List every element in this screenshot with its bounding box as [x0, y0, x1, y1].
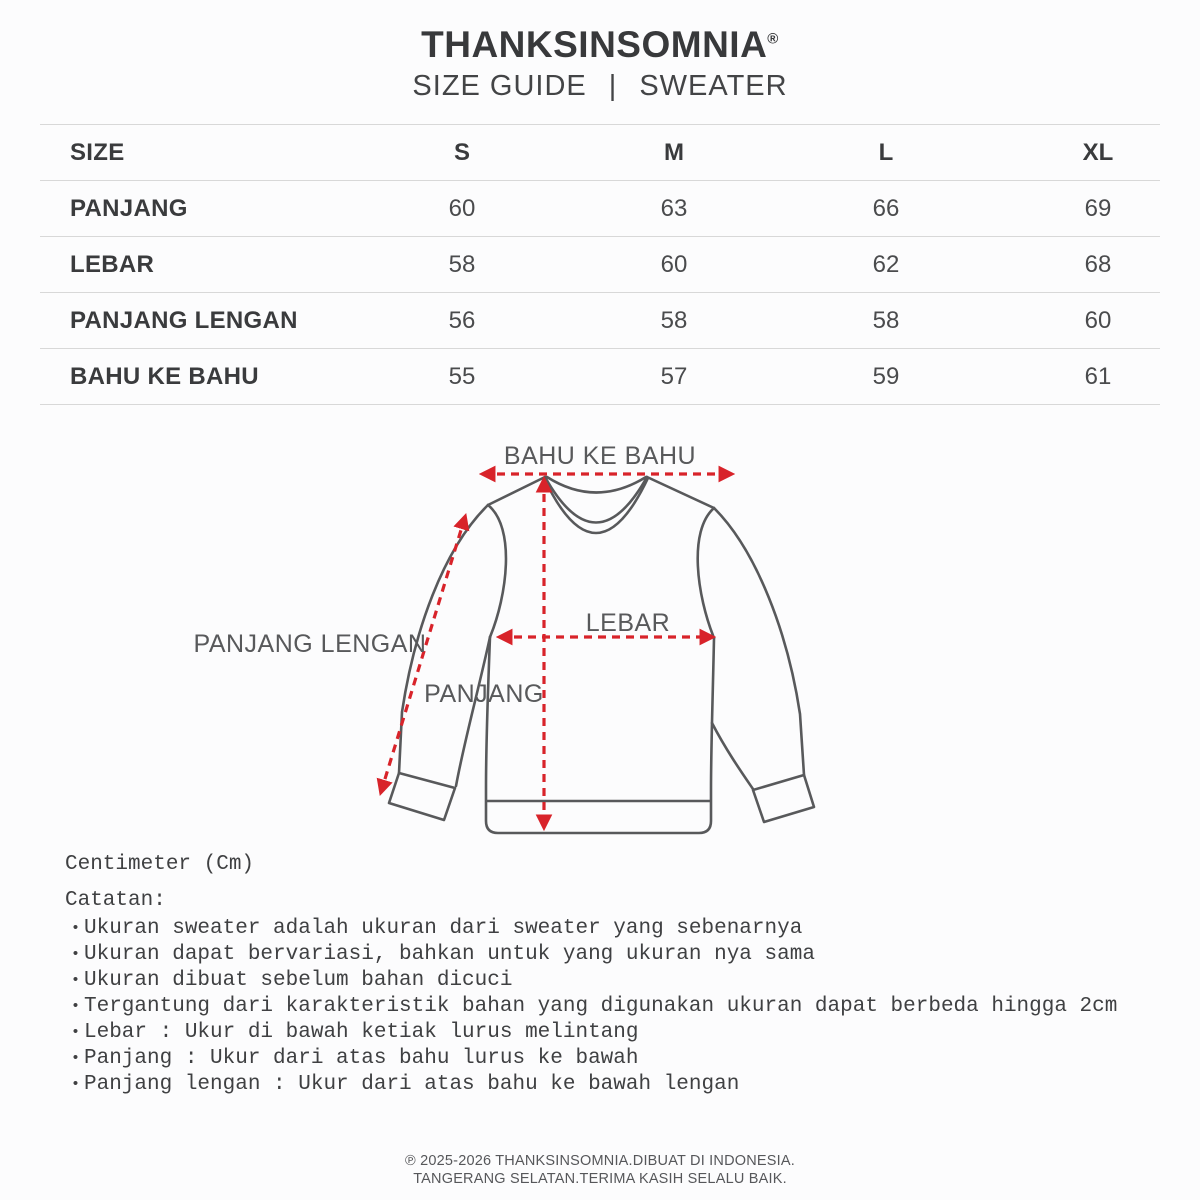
notes-heading: Catatan:	[65, 889, 166, 912]
cell-value: 59	[872, 362, 900, 390]
subtitle-divider: |	[608, 70, 618, 102]
bullet-icon: •	[71, 972, 81, 989]
label-shoulder-to-shoulder: BAHU KE BAHU	[503, 442, 697, 470]
bullet-icon: •	[71, 998, 81, 1015]
bullet-icon: •	[71, 920, 81, 937]
size-table	[40, 124, 1160, 405]
size-header-m: M	[664, 138, 684, 166]
bullet-icon: •	[71, 1050, 81, 1067]
size-column-header: SIZE	[70, 138, 125, 166]
footer	[0, 1152, 1200, 1188]
cell-value: 62	[872, 250, 900, 278]
note-text: Ukuran dibuat sebelum bahan dicuci	[84, 969, 513, 992]
subtitle-right: SWEATER	[639, 70, 788, 102]
cell-value: 69	[1084, 194, 1112, 222]
row-label: PANJANG LENGAN	[70, 306, 298, 334]
note-text: Panjang lengan : Ukur dari atas bahu ke bawah lengan	[84, 1073, 740, 1096]
bullet-icon: •	[71, 1076, 81, 1093]
note-item	[65, 942, 1175, 968]
note-text: Ukuran sweater adalah ukuran dari sweater yang sebenarnya	[84, 917, 803, 940]
cell-value: 57	[660, 362, 688, 390]
note-item	[65, 994, 1175, 1020]
size-header-s: S	[453, 138, 470, 166]
table-row	[40, 181, 1160, 237]
note-item	[65, 1046, 1175, 1072]
footer-line-2: TANGERANG SELATAN.TERIMA KASIH SELALU BAIK.	[413, 1171, 787, 1187]
sweater-outline	[389, 477, 814, 833]
note-item	[65, 1072, 1175, 1098]
table-row	[40, 237, 1160, 293]
cell-value: 60	[448, 194, 476, 222]
label-length: PANJANG	[424, 680, 544, 708]
footer-line-1: ℗ 2025-2026 THANKSINSOMNIA.DIBUAT DI INDONESIA.	[405, 1153, 795, 1169]
note-text: Panjang : Ukur dari atas bahu lurus ke bawah	[84, 1047, 639, 1070]
registered-trademark-icon: ®	[767, 30, 779, 48]
table-row	[40, 293, 1160, 349]
header	[0, 26, 1200, 101]
cell-value: 61	[1084, 362, 1112, 390]
brand-name: THANKSINSOMNIA	[421, 24, 768, 65]
unit-note: Centimeter (Cm)	[65, 853, 255, 876]
brand-title	[0, 26, 1200, 64]
cell-value: 58	[872, 306, 900, 334]
cell-value: 58	[660, 306, 688, 334]
note-list	[65, 916, 1175, 1098]
note-text: Ukuran dapat bervariasi, bahkan untuk yang ukuran nya sama	[84, 943, 815, 966]
sweater-measurement-diagram	[0, 430, 1200, 860]
cell-value: 66	[872, 194, 900, 222]
size-header-xl: XL	[1082, 138, 1114, 166]
bullet-icon: •	[71, 946, 81, 963]
cell-value: 55	[448, 362, 476, 390]
cell-value: 60	[660, 250, 688, 278]
bullet-icon: •	[71, 1024, 81, 1041]
label-width: LEBAR	[585, 609, 671, 637]
note-item	[65, 916, 1175, 942]
cell-value: 56	[448, 306, 476, 334]
cell-value: 63	[660, 194, 688, 222]
label-sleeve-length: PANJANG LENGAN	[193, 630, 427, 658]
note-text: Tergantung dari karakteristik bahan yang digunakan ukuran dapat berbeda hingga 2cm	[84, 995, 1118, 1018]
notes-section	[65, 852, 1175, 1098]
row-label: LEBAR	[70, 250, 155, 278]
cell-value: 60	[1084, 306, 1112, 334]
table-header-row	[40, 125, 1160, 181]
row-label: PANJANG	[70, 194, 188, 222]
note-text: Lebar : Ukur di bawah ketiak lurus melintang	[84, 1021, 639, 1044]
size-header-l: L	[878, 138, 894, 166]
note-item	[65, 1020, 1175, 1046]
page-subtitle	[0, 71, 1200, 101]
cell-value: 68	[1084, 250, 1112, 278]
note-item	[65, 968, 1175, 994]
table-row	[40, 349, 1160, 405]
cell-value: 58	[448, 250, 476, 278]
row-label: BAHU KE BAHU	[70, 362, 259, 390]
subtitle-left: SIZE GUIDE	[412, 70, 587, 102]
